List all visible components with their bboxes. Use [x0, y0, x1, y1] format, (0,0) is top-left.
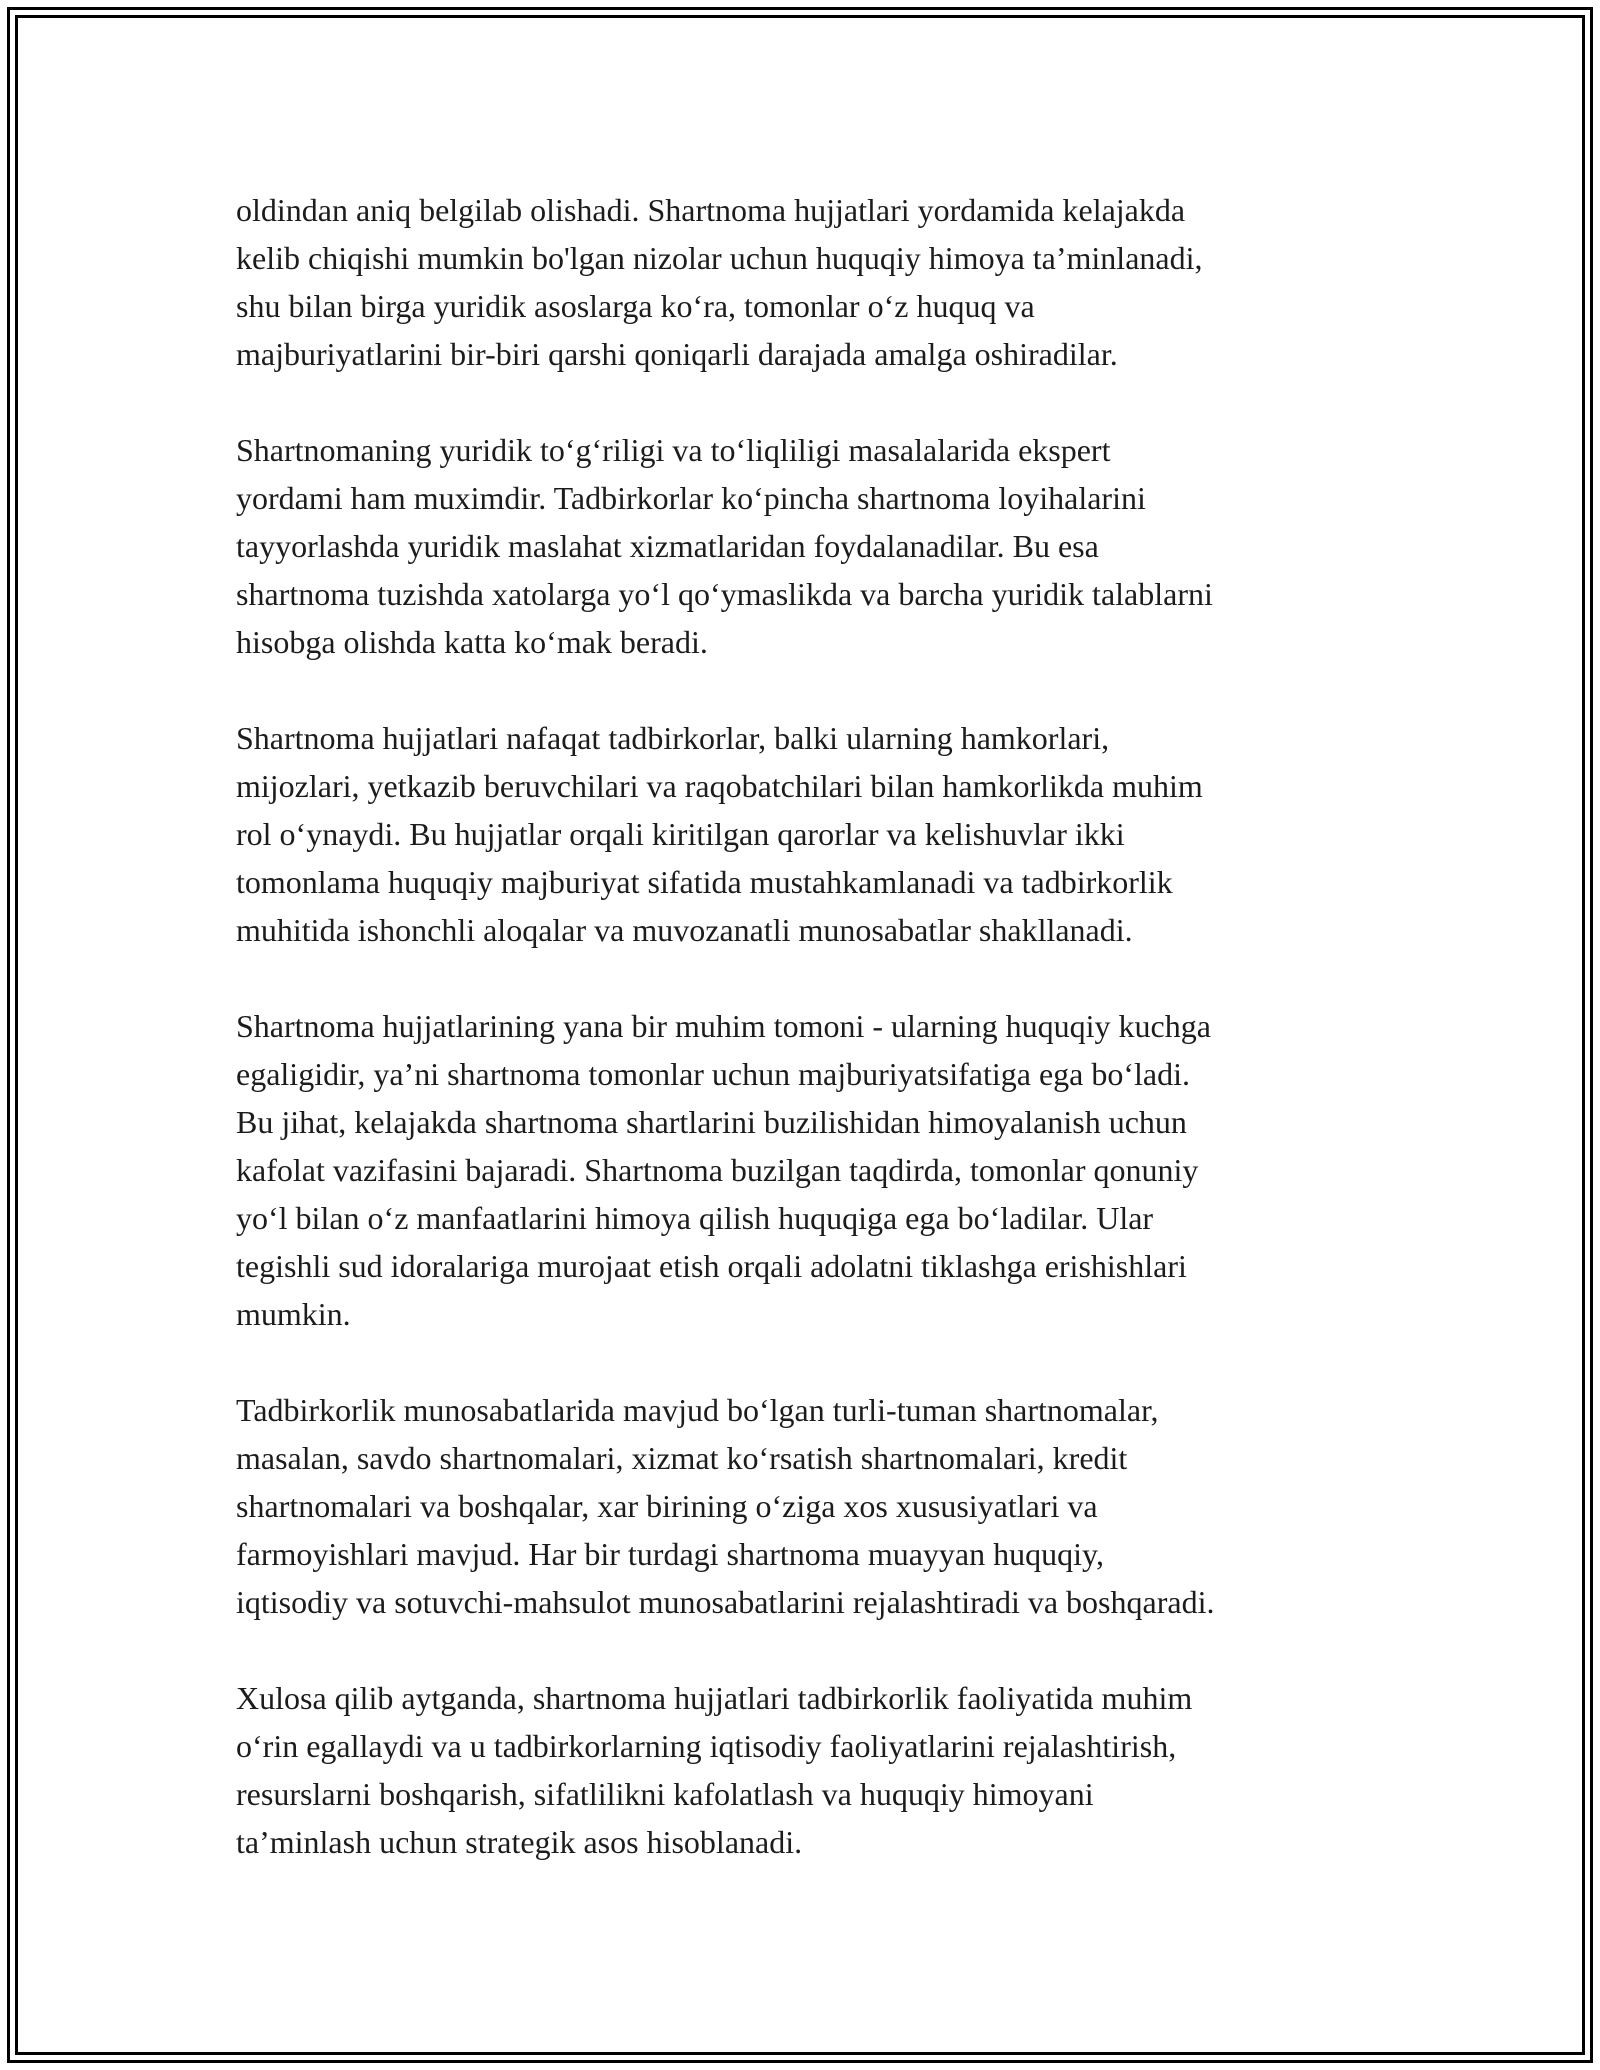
- text-line: kelib chiqishi mumkin bo'lgan nizolar uchun huquqiy himoya ta’minlanadi,: [236, 240, 1203, 276]
- text-line: shu bilan birga yuridik asoslarga ko‘ra, tomonlar o‘z huquq va: [236, 288, 1035, 324]
- text-line: egaligidir, ya’ni shartnoma tomonlar uchun majburiyatsifatiga ega bo‘ladi.: [236, 1056, 1190, 1092]
- text-line: resurslarni boshqarish, sifatlilikni kafolatlash va huquqiy himoyani: [236, 1776, 1094, 1812]
- paragraph-6: [236, 1674, 1366, 1866]
- text-line: shartnomalari va boshqalar, xar birining o‘ziga xos xususiyatlari va: [236, 1488, 1098, 1524]
- text-line: iqtisodiy va sotuvchi-mahsulot munosabatlarini rejalashtiradi va boshqaradi.: [236, 1584, 1215, 1620]
- text-line: oldindan aniq belgilab olishadi. Shartnoma hujjatlari yordamida kelajakda: [236, 192, 1186, 228]
- text-line: muhitida ishonchli aloqalar va muvozanatli munosabatlar shakllanadi.: [236, 912, 1133, 948]
- text-line: tegishli sud idoralariga murojaat etish orqali adolatni tiklashga erishishlari: [236, 1248, 1187, 1284]
- text-line: farmoyishlari mavjud. Har bir turdagi shartnoma muayyan huquqiy,: [236, 1536, 1104, 1572]
- paragraph-5: [236, 1386, 1366, 1626]
- text-line: yordami ham muximdir. Tadbirkorlar ko‘pincha shartnoma loyihalarini: [236, 480, 1146, 516]
- text-line: Shartnomaning yuridik to‘g‘riligi va to‘liqliligi masalalarida ekspert: [236, 432, 1111, 468]
- text-line: Shartnoma hujjatlari nafaqat tadbirkorlar, balki ularning hamkorlari,: [236, 720, 1110, 756]
- text-line: yo‘l bilan o‘z manfaatlarini himoya qilish huquqiga ega bo‘ladilar. Ular: [236, 1200, 1154, 1236]
- paragraph-4: [236, 1002, 1366, 1338]
- text-line: mumkin.: [236, 1296, 351, 1332]
- text-line: tomonlama huquqiy majburiyat sifatida mustahkamlanadi va tadbirkorlik: [236, 864, 1173, 900]
- text-line: majburiyatlarini bir-biri qarshi qoniqarli darajada amalga oshiradilar.: [236, 336, 1118, 372]
- text-line: masalan, savdo shartnomalari, xizmat ko‘rsatish shartnomalari, kredit: [236, 1440, 1128, 1476]
- paragraph-2: [236, 426, 1366, 666]
- text-line: mijozlari, yetkazib beruvchilari va raqobatchilari bilan hamkorlikda muhim: [236, 768, 1203, 804]
- text-line: o‘rin egallaydi va u tadbirkorlarning iqtisodiy faoliyatlarini rejalashtirish,: [236, 1728, 1177, 1764]
- text-line: Tadbirkorlik munosabatlarida mavjud bo‘lgan turli-tuman shartnomalar,: [236, 1392, 1159, 1428]
- text-line: shartnoma tuzishda xatolarga yo‘l qo‘ymaslikda va barcha yuridik talablarni: [236, 576, 1213, 612]
- paragraph-3: [236, 714, 1366, 954]
- text-line: ta’minlash uchun strategik asos hisoblanadi.: [236, 1824, 803, 1860]
- text-line: rol o‘ynaydi. Bu hujjatlar orqali kiritilgan qarorlar va kelishuvlar ikki: [236, 816, 1125, 852]
- text-line: Shartnoma hujjatlarining yana bir muhim tomoni - ularning huquqiy kuchga: [236, 1008, 1211, 1044]
- text-line: kafolat vazifasini bajaradi. Shartnoma buzilgan taqdirda, tomonlar qonuniy: [236, 1152, 1199, 1188]
- paragraph-1: [236, 186, 1366, 378]
- text-line: hisobga olishda katta ko‘mak beradi.: [236, 624, 708, 660]
- text-line: Bu jihat, kelajakda shartnoma shartlarini buzilishidan himoyalanish uchun: [236, 1104, 1187, 1140]
- text-line: tayyorlashda yuridik maslahat xizmatlaridan foydalanadilar. Bu esa: [236, 528, 1099, 564]
- text-line: Xulosa qilib aytganda, shartnoma hujjatlari tadbirkorlik faoliyatida muhim: [236, 1680, 1193, 1716]
- document-body: [236, 186, 1366, 1914]
